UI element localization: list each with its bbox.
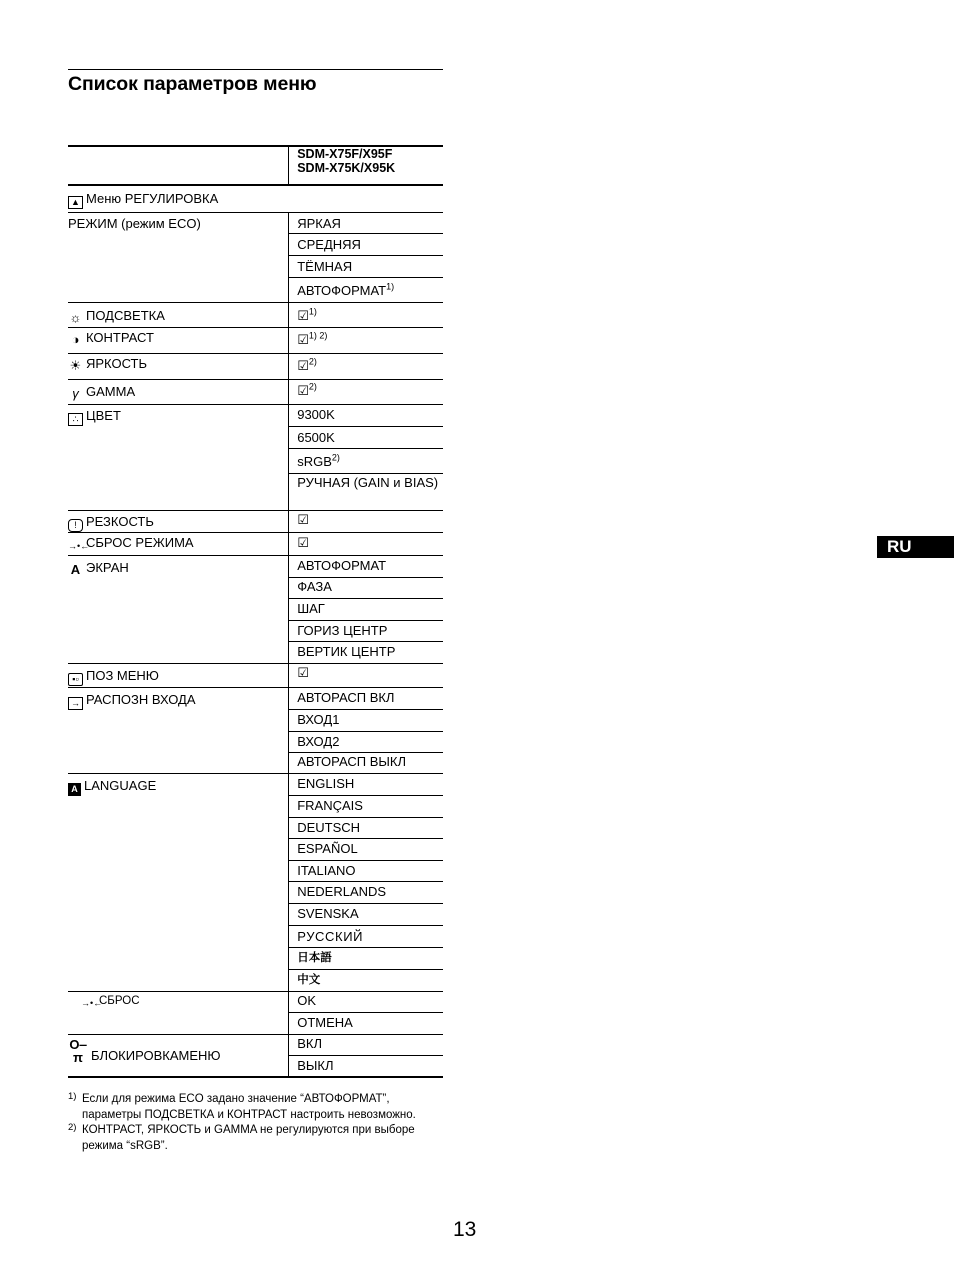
contrast-value: ☑$^{1) 2)}$	[289, 327, 443, 353]
reset-option: OK	[289, 991, 443, 1012]
screen-option: ФАЗА	[289, 577, 443, 598]
language-option: SVENSKA	[289, 903, 443, 925]
lock-option: ВЫКЛ	[289, 1055, 443, 1077]
check-icon: ☑	[297, 382, 309, 398]
sharpness-value	[289, 510, 443, 532]
language-option: 中文	[289, 969, 443, 991]
language-option: DEUTSCH	[289, 817, 443, 838]
color-option: 9300K	[289, 404, 443, 426]
mode-label: РЕЖИМ (режим ECO)	[68, 212, 289, 302]
page-title: Список параметров меню	[68, 73, 317, 95]
adjust-menu-row	[68, 185, 443, 212]
input-sensing-row: → РАСПОЗН ВХОДА	[68, 687, 289, 773]
backlight-value: ☑$^{1)}$	[289, 302, 443, 327]
top-rule	[68, 69, 443, 70]
adjust-menu-label: Меню РЕГУЛИРОВКА	[86, 191, 219, 206]
screen-option: ШАГ	[289, 598, 443, 620]
gamma-value: ☑$^{2)}$	[289, 379, 443, 404]
lock-option: ВКЛ	[289, 1034, 443, 1055]
footnote-1: 1) Если для режима ECO задано значение “АВТОФОРМАТ”, параметры ПОДСВЕТКА и КОНТРАСТ настроить невозможно.	[68, 1091, 416, 1121]
input-arrow-icon: →	[68, 697, 83, 710]
color-row: ∴ ЦВЕТ	[68, 404, 289, 510]
mode-option: СРЕДНЯЯ	[289, 233, 443, 255]
language-icon: A	[68, 783, 81, 796]
language-option: NEDERLANDS	[289, 881, 443, 903]
language-row: A LANGUAGE	[68, 773, 289, 991]
mode-option-autoformat: АВТОФОРМАТ$^{1)}$	[289, 277, 443, 302]
person-icon: ▲	[68, 196, 83, 209]
key-icon: O‒π	[69, 1036, 87, 1065]
language-option: ESPAÑOL	[289, 838, 443, 860]
screen-option: АВТОФОРМАТ	[289, 555, 443, 577]
contrast-icon: ◑	[71, 331, 80, 347]
check-icon: ☑	[297, 331, 309, 347]
sharpness-row: ! РЕЗКОСТЬ	[68, 510, 289, 532]
page-number: 13	[453, 1218, 477, 1241]
language-option: РУССКИЙ	[289, 925, 443, 947]
brightness-row: ☀ ЯРКОСТЬ	[68, 353, 289, 379]
header-model-2: SDM-X75K/X95K	[297, 161, 396, 175]
check-icon: ☑	[297, 511, 309, 527]
reset-row: →•←СБРОС	[68, 991, 289, 1034]
mode-reset-value	[289, 532, 443, 555]
input-option: ВХОД1	[289, 709, 443, 731]
mode-option: ТЁМНАЯ	[289, 255, 443, 277]
mode-option: ЯРКАЯ	[289, 212, 443, 233]
screen-option: ГОРИЗ ЦЕНТР	[289, 620, 443, 641]
reset-arrows-icon: →•←	[81, 997, 103, 1008]
language-tab-ru: RU	[877, 536, 954, 558]
language-option: FRANÇAIS	[289, 795, 443, 817]
footnotes	[68, 1092, 448, 1154]
color-option-srgb: sRGB$^{2)}$	[289, 448, 443, 473]
brightness-value: ☑$^{2)}$	[289, 353, 443, 379]
language-option: ENGLISH	[289, 773, 443, 795]
check-icon: ☑	[297, 307, 309, 323]
header-blank-cell	[68, 146, 289, 185]
contrast-row: ◑ КОНТРАСТ	[68, 327, 289, 353]
check-icon: ☑	[297, 534, 309, 550]
input-option: АВТОРАСП ВЫКЛ	[289, 752, 443, 773]
gamma-icon: γ	[72, 385, 79, 401]
reset-arrows-icon: →•←	[68, 540, 90, 551]
screen-row: A ЭКРАН	[68, 555, 289, 663]
input-option: ВХОД2	[289, 731, 443, 752]
check-icon: ☑	[297, 664, 309, 680]
menu-parameters-table	[68, 145, 443, 1078]
menu-lock-row: O‒π БЛОКИРОВКАМЕНЮ	[68, 1034, 289, 1077]
footnote-2: 2) КОНТРАСТ, ЯРКОСТЬ и GAMMA не регулируются при выборе режима “sRGB”.	[68, 1122, 415, 1152]
header-model-cell	[289, 146, 443, 185]
language-option: 日本語	[289, 947, 443, 969]
mode-reset-row: →•←СБРОС РЕЖИМА	[68, 532, 289, 555]
menu-position-value	[289, 663, 443, 687]
language-option: ITALIANO	[289, 860, 443, 881]
color-option: 6500K	[289, 426, 443, 448]
menu-position-row: ▪▫ ПОЗ МЕНЮ	[68, 663, 289, 687]
brightness-icon: ☀	[69, 357, 82, 373]
color-option: РУЧНАЯ (GAIN и BIAS)	[289, 473, 443, 510]
sharpness-icon: !	[68, 519, 83, 532]
reset-option: ОТМЕНА	[289, 1012, 443, 1034]
screen-option: ВЕРТИК ЦЕНТР	[289, 641, 443, 663]
color-icon: ∴	[68, 413, 83, 426]
header-model-1: SDM-X75F/X95F	[297, 147, 393, 161]
gamma-row: γ GAMMA	[68, 379, 289, 404]
backlight-icon: ☼	[69, 309, 82, 325]
check-icon: ☑	[297, 357, 309, 373]
input-option: АВТОРАСП ВКЛ	[289, 687, 443, 709]
screen-icon: A	[70, 561, 81, 577]
menu-position-icon: ▪▫	[68, 673, 83, 686]
backlight-row: ☼ ПОДСВЕТКА	[68, 302, 289, 327]
